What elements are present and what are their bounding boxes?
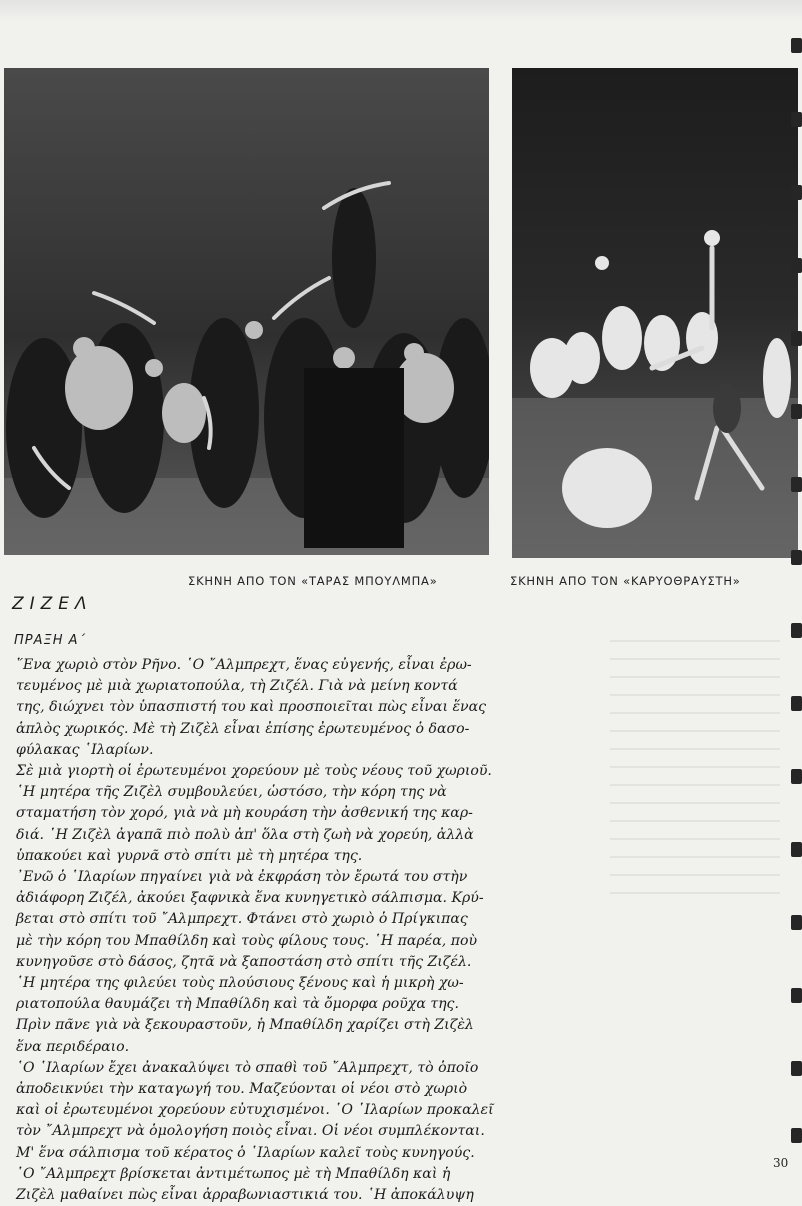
binding-ring bbox=[791, 112, 802, 127]
text-line: Ζιζὲλ μαθαίνει πὼς εἶναι ἀρραβωνιαστικιά του. ῾Η ἀποκάλυψη bbox=[16, 1187, 474, 1204]
text-line: κυνηγοῦσε στὸ δάσος, ζητᾶ νὰ ξαποστάση στὸ σπίτι τῆς Ζιζέλ. bbox=[16, 953, 472, 970]
text-line: ῾Η μητέρα της φιλεύει τοὺς πλούσιους ξένους καὶ ἡ μικρὴ χω- bbox=[16, 975, 464, 992]
photo-nutcracker-image bbox=[512, 68, 798, 558]
text-line: ἀδιάφορη Ζιζέλ, ἀκούει ξαφνικὰ ἕνα κυνηγετικὸ σάλπισμα. Κρύ- bbox=[16, 890, 484, 907]
text-line: Σὲ μιὰ γιορτὴ οἱ ἐρωτευμένοι χορεύουν μὲ τοὺς νέους τοῦ χωριοῦ. bbox=[16, 763, 492, 780]
text-line: βεται στὸ σπίτι τοῦ ῎Αλμπρεχτ. Φτάνει στὸ χωριὸ ὁ Πρίγκιπας bbox=[16, 911, 468, 928]
binding-ring bbox=[791, 1128, 802, 1143]
text-line: σταματήση τὸν χορό, γιὰ νὰ μὴ κουράση τὴν ἀσθενική της καρ- bbox=[16, 805, 473, 822]
text-line: ὑπακούει καὶ γυρνᾶ στὸ σπίτι μὲ τὴ μητέρα της. bbox=[16, 847, 363, 864]
text-line: ἕνα περιδέραιο. bbox=[16, 1038, 130, 1055]
photo-nutcracker bbox=[512, 68, 798, 558]
binding-ring bbox=[791, 915, 802, 930]
text-line: καὶ οἱ ἐρωτευμένοι χορεύουν εὐτυχισμένοι. ῾Ο ῾Ιλαρίων προκαλεῖ bbox=[16, 1102, 494, 1119]
text-line: τὸν ῎Αλμπρεχτ νὰ ὁμολογήση ποιὸς εἶναι. Οἱ νέοι συμπλέκονται. bbox=[16, 1123, 485, 1140]
synopsis-text bbox=[16, 655, 591, 1206]
text-line: Μ' ἕνα σάλπισμα τοῦ κέρατος ὁ ῾Ιλαρίων καλεῖ τοὺς κυνηγούς. bbox=[16, 1144, 475, 1161]
text-line: της, διώχνει τὸν ὑπασπιστή του καὶ προσποιεῖται πὼς εἶναι ἕνας bbox=[16, 699, 486, 716]
text-line: ῾Η μητέρα τῆς Ζιζὲλ συμβουλεύει, ὡστόσο, τὴν κόρη της νὰ bbox=[16, 784, 447, 801]
spiral-binding bbox=[791, 0, 802, 1200]
photo-taras-bulba bbox=[4, 68, 489, 555]
text-line: Πρὶν πᾶνε γιὰ νὰ ξεκουραστοῦν, ἡ Μπαθίλδη χαρίζει στὴ Ζιζὲλ bbox=[16, 1017, 474, 1034]
text-line: ριατοπούλα θαυμάζει τὴ Μπαθίλδη καὶ τὰ ὄμορφα ροῦχα της. bbox=[16, 996, 459, 1013]
act-heading: ΠΡΑΞΗ Α΄ bbox=[14, 633, 87, 648]
binding-ring bbox=[791, 988, 802, 1003]
caption-taras-bulba: ΣΚΗΝΗ ΑΠΟ ΤΟΝ «ΤΑΡΑΣ ΜΠΟΥΛΜΠΑ» bbox=[188, 574, 438, 588]
text-line: ἁπλὸς χωρικός. Μὲ τὴ Ζιζὲλ εἶναι ἐπίσης ἐρωτευμένος ὁ δασο- bbox=[16, 720, 470, 737]
text-line: ᾿Ενῶ ὁ ῾Ιλαρίων πηγαίνει γιὰ νὰ ἐκφράση τὸν ἔρωτά του στὴν bbox=[16, 869, 468, 886]
text-line: μὲ τὴν κόρη του Μπαθίλδη καὶ τοὺς φίλους τους. ῾Η παρέα, ποὺ bbox=[16, 932, 478, 949]
section-title: ΖΙΖΕΛ bbox=[12, 594, 93, 614]
binding-ring bbox=[791, 258, 802, 273]
bleed-through-shadow bbox=[610, 640, 780, 900]
text-line: τευμένος μὲ μιὰ χωριατοπούλα, τὴ Ζιζέλ. Γιὰ νὰ μείνη κοντά bbox=[16, 678, 458, 695]
binding-ring bbox=[791, 1061, 802, 1076]
binding-ring bbox=[791, 696, 802, 711]
binding-ring bbox=[791, 623, 802, 638]
binding-ring bbox=[791, 842, 802, 857]
binding-ring bbox=[791, 550, 802, 565]
text-line: ἀποδεικνύει τὴν καταγωγή του. Μαζεύονται οἱ νέοι στὸ χωριὸ bbox=[16, 1081, 468, 1098]
text-line: ῾Ο ῾Ιλαρίων ἔχει ἀνακαλύψει τὸ σπαθὶ τοῦ ῎Αλμπρεχτ, τὸ ὁποῖο bbox=[16, 1059, 479, 1076]
binding-ring bbox=[791, 769, 802, 784]
text-line: ῾Ο ῎Αλμπρεχτ βρίσκεται ἀντιμέτωπος μὲ τὴ Μπαθίλδη καὶ ἡ bbox=[16, 1165, 451, 1182]
text-line: διά. ῾Η Ζιζὲλ ἀγαπᾶ πιὸ πολὺ ἀπ' ὅλα στὴ ζωὴ νὰ χορεύη, ἀλλὰ bbox=[16, 826, 474, 843]
photo-taras-bulba-image bbox=[4, 68, 489, 555]
binding-ring bbox=[791, 404, 802, 419]
caption-nutcracker: ΣΚΗΝΗ ΑΠΟ ΤΟΝ «ΚΑΡΥΟΘΡΑΥΣΤΗ» bbox=[510, 574, 741, 588]
text-line: φύλακας ῾Ιλαρίων. bbox=[16, 741, 154, 758]
binding-ring bbox=[791, 38, 802, 53]
binding-ring bbox=[791, 185, 802, 200]
page-top-edge bbox=[0, 0, 802, 22]
binding-ring bbox=[791, 331, 802, 346]
binding-ring bbox=[791, 477, 802, 492]
text-line: ῞Ενα χωριὸ στὸν Ρῆνο. ῾Ο ῎Αλμπρεχτ, ἕνας εὐγενής, εἶναι ἐρω- bbox=[16, 657, 472, 673]
page-number: 30 bbox=[773, 1156, 789, 1170]
